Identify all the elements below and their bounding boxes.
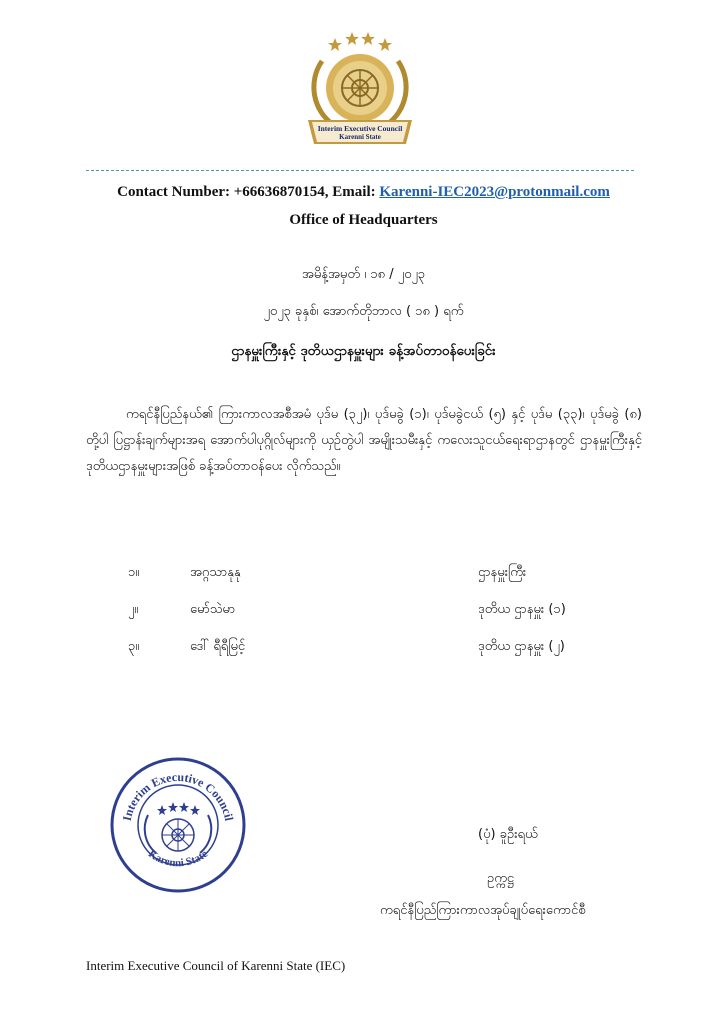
council-logo <box>300 26 420 150</box>
seal-top-text: Interim Executive Council <box>119 769 237 823</box>
order-subject: ဌာနမှူးကြီးနှင့် ဒုတိယဌာနမှူးများ ခန့်အပ်တာဝန်ပေးခြင်း <box>231 343 496 359</box>
logo-text-line2: Karenni State <box>339 133 381 141</box>
official-seal <box>108 755 248 895</box>
office-title: Office of Headquarters <box>289 212 438 228</box>
page-footer: Interim Executive Council of Karenni State (IEC) <box>86 958 346 973</box>
appointee-number: ၂။ <box>128 602 139 617</box>
contact-text: Contact Number: +66636870154, Email: <box>117 184 380 200</box>
svg-text:Interim Executive Council <box>120 770 237 823</box>
appointee-position: ဒုတိယ ဌာနမှူး (၁) <box>478 602 566 617</box>
signatory-organization: ကရင်နီပြည်ကြားကာလအုပ်ချုပ်ရေးကောင်စီ <box>380 903 586 918</box>
appointee-name: ဒေါ် ရီရီမြင့် <box>190 639 246 654</box>
order-body: ကရင်နီပြည်နယ်၏ ကြားကာလအစီအမံ ပုဒ်မ (၃၂)၊ ပုဒ်မခွဲ (၁)၊ ပုဒ်မခွဲငယ် (၅) နှင့် ပုဒ်မ (၃၃)၊ ပုဒ်မခွဲ (၈) တို့ပါ ပြဋ္ဌာန်းချက်များအရ အောက်ပါပုဂ္ဂိုလ်များကို ယှဉ်တွဲပါ အမျိုးသမီးနှင့် ကလေးသူငယ်ရေးရာဌာနတွင် ဌာနမှူးကြီးနှင့် ဒုတိယဌာနမှူးများအဖြစ် ခန့်အပ်တာဝန်ပေး လိုက်သည်။ <box>86 407 642 474</box>
appointee-position: ဌာနမှူးကြီး <box>478 565 527 580</box>
seal-bottom-text: Karenni State <box>145 847 211 870</box>
appointee-name: မော်သဲမာ <box>190 602 236 617</box>
email-link[interactable]: Karenni-IEC2023@protonmail.com <box>379 184 610 200</box>
order-date: ၂၀၂၃ ခုနှစ်၊ အောက်တိုဘာလ ( ၁၈ ) ရက် <box>263 304 464 319</box>
header-divider <box>86 170 634 171</box>
contact-line <box>0 184 727 201</box>
signatory-title: ဥက္ကဋ္ဌ <box>487 871 514 886</box>
appointee-position: ဒုတိယ ဌာနမှူး (၂) <box>478 639 565 654</box>
appointee-number: ၃။ <box>128 639 140 654</box>
logo-text-line1: Interim Executive Council <box>317 124 403 133</box>
appointee-name: အဂ္ဂသာနုနု <box>190 565 241 580</box>
appointee-number: ၁။ <box>128 565 140 580</box>
order-reference: အမိန့်အမှတ် ၊ ၁၈ / ၂၀၂၃ <box>301 267 426 282</box>
signed-by: (ပုံ) ခူဦးရယ် <box>478 827 538 842</box>
